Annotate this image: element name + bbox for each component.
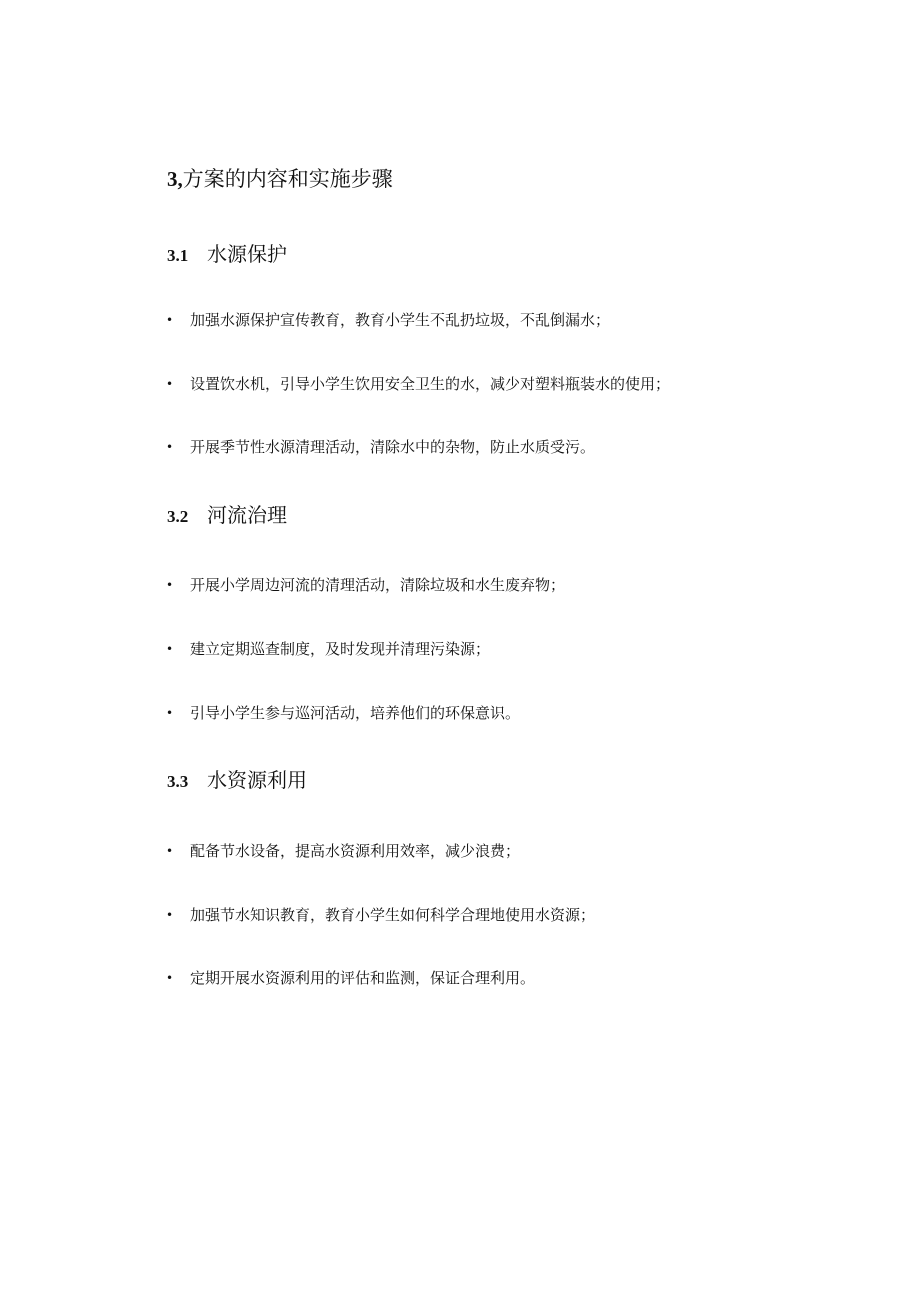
section-title: 水源保护 [207,242,287,266]
bullet-icon: • [166,642,174,656]
list-item-text: 设置饮水机，引导小学生饮用安全卫生的水，减少对塑料瓶装水的使用； [190,375,671,393]
main-heading [167,164,393,194]
list-item [166,904,595,926]
list-item-text: 开展小学周边河流的清理活动，清除垃圾和水生废弃物； [190,576,566,594]
bullet-icon: • [166,578,174,592]
bullet-icon: • [166,706,174,720]
section-number: 3.1 [167,246,189,265]
section-heading-3-2 [167,501,287,531]
list-item [166,309,610,331]
bullet-icon: • [166,971,174,985]
section-title: 水资源利用 [207,768,307,792]
list-item-text: 配备节水设备，提高水资源利用效率，减少浪费； [190,842,521,860]
list-item [166,702,520,724]
list-item-text: 定期开展水资源利用的评估和监测，保证合理利用。 [190,969,536,987]
list-item [166,638,490,660]
bullet-icon: • [166,844,174,858]
bullet-icon: • [166,440,174,454]
list-item-text: 引导小学生参与巡河活动，培养他们的环保意识。 [190,704,521,722]
list-item [166,373,670,395]
bullet-icon: • [166,313,174,327]
list-item [166,574,565,596]
section-number: 3.3 [167,772,189,791]
list-item-text: 建立定期巡查制度，及时发现并清理污染源； [190,640,491,658]
list-item-text: 开展季节性水源清理活动，清除水中的杂物，防止水质受污。 [190,438,596,456]
main-heading-number: 3, [167,167,183,191]
list-item-text: 加强节水知识教育，教育小学生如何科学合理地使用水资源； [190,906,596,924]
section-title: 河流治理 [207,503,287,527]
list-item [166,436,595,458]
section-number: 3.2 [167,507,189,526]
bullet-icon: • [166,377,174,391]
list-item [166,840,520,862]
bullet-icon: • [166,908,174,922]
list-item [166,967,535,989]
main-heading-title: 方案的内容和实施步骤 [182,167,393,191]
section-heading-3-1 [167,240,287,270]
list-item-text: 加强水源保护宣传教育，教育小学生不乱扔垃圾，不乱倒漏水； [190,311,611,329]
section-heading-3-3 [167,766,307,796]
